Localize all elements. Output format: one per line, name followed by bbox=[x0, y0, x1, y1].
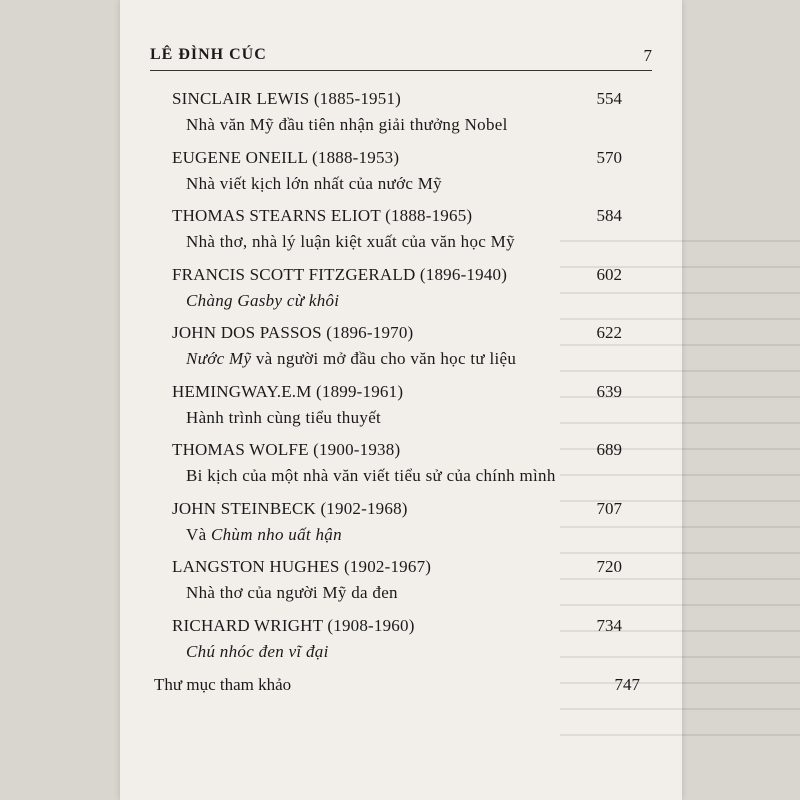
entry-subtitle bbox=[186, 291, 339, 311]
references-title: Thư mục tham khảo bbox=[154, 675, 292, 694]
entry-subtitle-part: Nhà thơ của người Mỹ da đen bbox=[186, 583, 398, 602]
entry-subtitle bbox=[186, 115, 508, 135]
entry-subtitle bbox=[186, 174, 442, 194]
entry-page-number: 570 bbox=[596, 147, 622, 167]
entry-title: THOMAS WOLFE (1900-1938) bbox=[172, 440, 401, 459]
header-author: LÊ ĐÌNH CÚC bbox=[150, 46, 267, 63]
entry-subtitle bbox=[186, 466, 556, 486]
entry-subtitle-part: Chàng Gasby cừ khôi bbox=[186, 290, 340, 310]
book-page bbox=[120, 0, 682, 800]
entry-title: HEMINGWAY.E.M (1899-1961) bbox=[172, 381, 404, 401]
entry-subtitle bbox=[186, 349, 516, 369]
entry-page-number: 554 bbox=[596, 89, 622, 108]
header-page-number: 7 bbox=[643, 46, 652, 65]
entry-title: JOHN STEINBECK (1902-1968) bbox=[172, 498, 408, 518]
entry-title: EUGENE ONEILL (1888-1953) bbox=[172, 147, 400, 167]
entry-page-number: 622 bbox=[596, 323, 622, 342]
entry-title: FRANCIS SCOTT FITZGERALD (1896-1940) bbox=[172, 264, 508, 284]
entry-subtitle-part: Nhà văn Mỹ đầu tiên nhận giải thưởng Nobel bbox=[186, 115, 508, 134]
entry-page-number: 639 bbox=[596, 381, 622, 401]
entry-subtitle-part: và người mở đầu cho văn học tư liệu bbox=[251, 349, 517, 368]
entry-title: JOHN DOS PASSOS (1896-1970) bbox=[172, 323, 414, 342]
entry-subtitle-part: Nhà viết kịch lớn nhất của nước Mỹ bbox=[186, 173, 442, 193]
entry-page-number: 720 bbox=[596, 557, 622, 576]
entry-page-number: 734 bbox=[596, 615, 622, 635]
entry-subtitle-part: Nước Mỹ bbox=[186, 349, 252, 368]
entry-title: SINCLAIR LEWIS (1885-1951) bbox=[172, 89, 402, 108]
entry-subtitle bbox=[186, 583, 398, 603]
entry-subtitle-part: Và bbox=[186, 524, 211, 544]
entry-subtitle-part: Chùm nho uất hận bbox=[210, 524, 342, 544]
entry-subtitle bbox=[186, 642, 329, 662]
entry-subtitle bbox=[186, 232, 515, 252]
entry-subtitle bbox=[186, 408, 381, 428]
entry-subtitle bbox=[186, 525, 342, 545]
references-page: 747 bbox=[614, 675, 640, 694]
entry-subtitle-part: Hành trình cùng tiểu thuyết bbox=[186, 407, 382, 427]
entry-page-number: 689 bbox=[596, 440, 622, 459]
entry-subtitle-part: Nhà thơ, nhà lý luận kiệt xuất của văn học Mỹ bbox=[186, 232, 515, 251]
entry-title: LANGSTON HUGHES (1902-1967) bbox=[172, 557, 432, 576]
entry-subtitle-part: Bi kịch của một nhà văn viết tiểu sử của chính mình bbox=[186, 466, 556, 485]
entry-title: THOMAS STEARNS ELIOT (1888-1965) bbox=[172, 206, 473, 225]
entry-subtitle-part: Chú nhóc đen vĩ đại bbox=[186, 641, 329, 661]
entry-page-number: 602 bbox=[596, 264, 622, 284]
entry-page-number: 584 bbox=[596, 206, 622, 225]
entry-title: RICHARD WRIGHT (1908-1960) bbox=[172, 615, 415, 635]
entry-page-number: 707 bbox=[596, 498, 622, 518]
